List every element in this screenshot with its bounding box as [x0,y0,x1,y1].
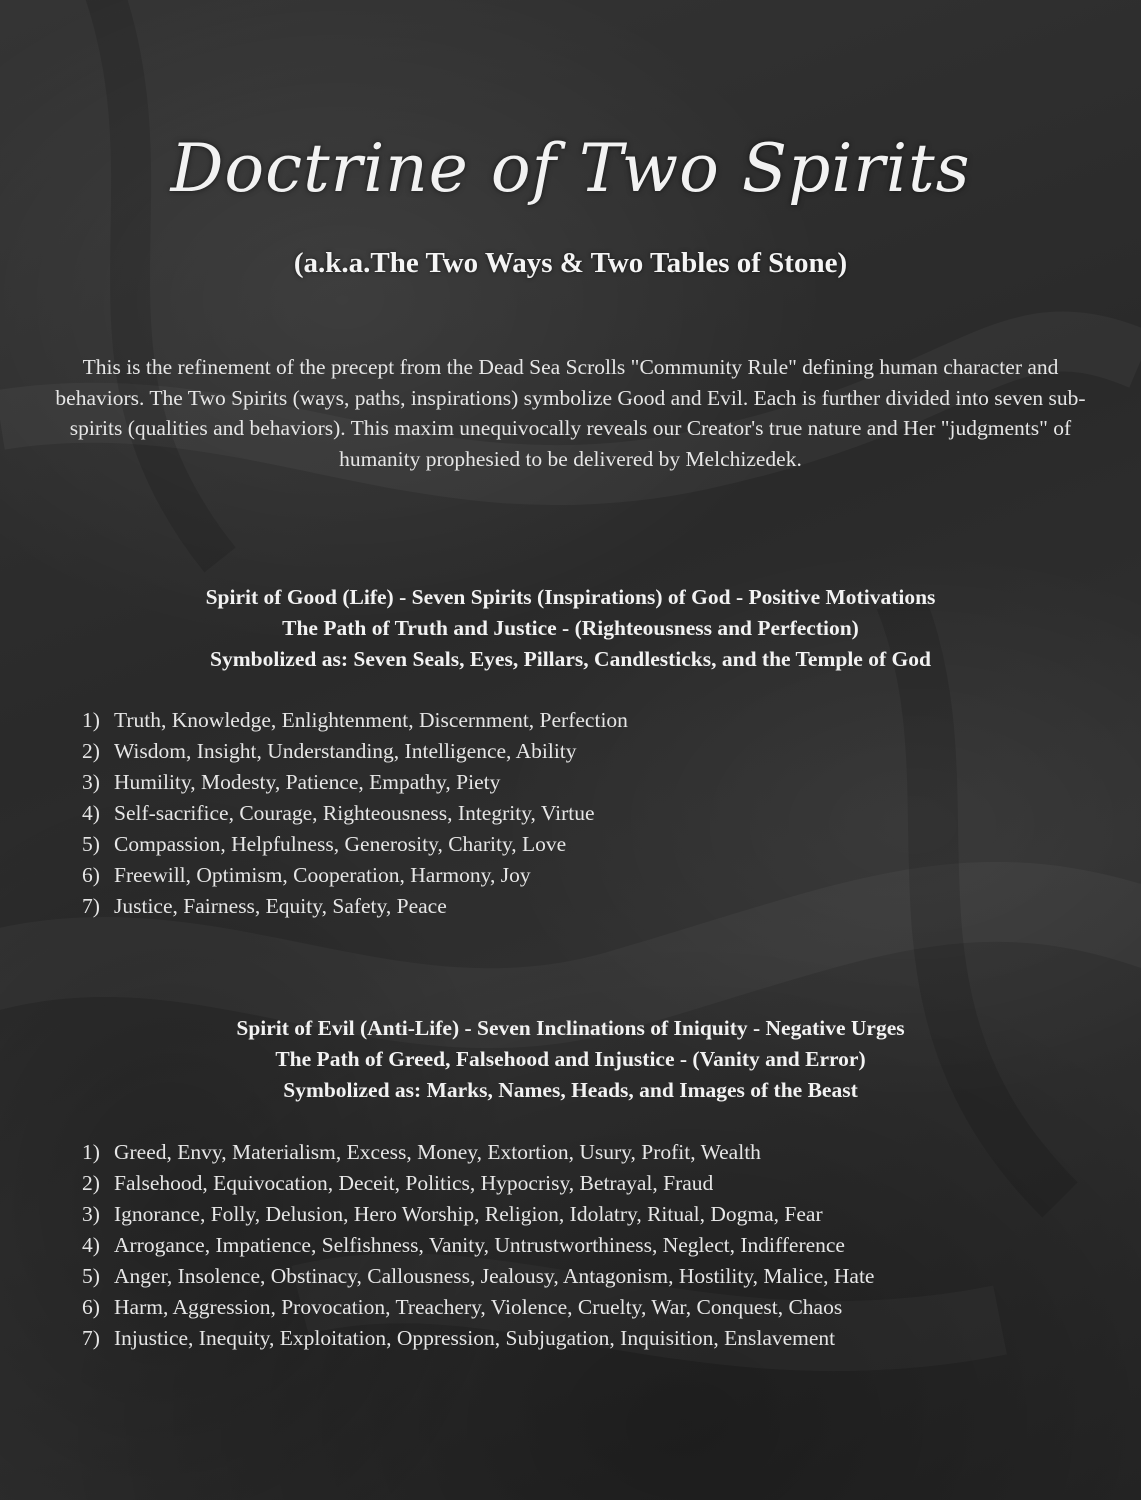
evil-heading-line: The Path of Greed, Falsehood and Injustice - (Vanity and Error) [275,1047,866,1071]
list-item [82,767,628,798]
page-title: Doctrine of Two Spirits [170,130,971,207]
item-text: Anger, Insolence, Obstinacy, Callousness, Jealousy, Antagonism, Hostility, Malice, Hate [114,1264,875,1288]
good-heading-line: Symbolized as: Seven Seals, Eyes, Pillars, Candlesticks, and the Temple of God [210,647,931,671]
good-spirit-heading [0,582,1141,675]
item-text: Greed, Envy, Materialism, Excess, Money, Extortion, Usury, Profit, Wealth [114,1140,761,1164]
good-heading-line: Spirit of Good (Life) - Seven Spirits (Inspirations) of God - Positive Motivations [205,585,936,609]
list-item [82,736,628,767]
item-text: Justice, Fairness, Equity, Safety, Peace [114,894,447,918]
item-text: Humility, Modesty, Patience, Empathy, Piety [114,770,501,794]
item-text: Ignorance, Folly, Delusion, Hero Worship, Religion, Idolatry, Ritual, Dogma, Fear [114,1202,823,1226]
item-text: Truth, Knowledge, Enlightenment, Discernment, Perfection [114,708,628,732]
evil-heading-line: Symbolized as: Marks, Names, Heads, and Images of the Beast [283,1078,858,1102]
item-text: Freewill, Optimism, Cooperation, Harmony, Joy [114,863,531,887]
item-number: 1) [82,1140,100,1164]
list-item [82,1261,874,1292]
good-spirit-list [82,705,628,922]
item-number: 3) [82,770,100,794]
intro-paragraph: This is the refinement of the precept from the Dead Sea Scrolls "Community Rule" defining human character and behaviors. The Two Spirits (ways, paths, inspirations) symbolize Good and Evil. Each is further divided into seven sub-spirits (qualities and behaviors). This maxim unequivocally reveals our Creator's true nature and Her "judgments" of humanity prophesied to be delivered by Melchizedek. [55,355,1086,471]
item-text: Self-sacrifice, Courage, Righteousness, Integrity, Virtue [114,801,595,825]
list-item [82,1323,874,1354]
list-item [82,860,628,891]
list-item [82,1168,874,1199]
list-item [82,798,628,829]
list-item [82,1230,874,1261]
item-text: Wisdom, Insight, Understanding, Intelligence, Ability [114,739,577,763]
item-number: 3) [82,1202,100,1226]
item-text: Harm, Aggression, Provocation, Treachery, Violence, Cruelty, War, Conquest, Chaos [114,1295,843,1319]
evil-spirit-list [82,1137,874,1354]
list-item [82,1199,874,1230]
item-text: Compassion, Helpfulness, Generosity, Charity, Love [114,832,567,856]
item-number: 7) [82,1326,100,1350]
list-item [82,1292,874,1323]
item-number: 5) [82,832,100,856]
list-item [82,891,628,922]
item-number: 6) [82,1295,100,1319]
item-text: Falsehood, Equivocation, Deceit, Politics, Hypocrisy, Betrayal, Fraud [114,1171,714,1195]
evil-spirit-heading [0,1013,1141,1106]
item-number: 6) [82,863,100,887]
good-heading-line: The Path of Truth and Justice - (Righteousness and Perfection) [282,616,859,640]
item-number: 2) [82,739,100,763]
item-text: Arrogance, Impatience, Selfishness, Vanity, Untrustworthiness, Neglect, Indifference [114,1233,845,1257]
list-item [82,1137,874,1168]
list-item [82,705,628,736]
item-number: 7) [82,894,100,918]
page-subtitle: (a.k.a.The Two Ways & Two Tables of Stone) [293,247,848,279]
item-text: Injustice, Inequity, Exploitation, Oppression, Subjugation, Inquisition, Enslavement [114,1326,836,1350]
item-number: 2) [82,1171,100,1195]
item-number: 1) [82,708,100,732]
list-item [82,829,628,860]
item-number: 4) [82,801,100,825]
evil-heading-line: Spirit of Evil (Anti-Life) - Seven Inclinations of Iniquity - Negative Urges [236,1016,905,1040]
item-number: 5) [82,1264,100,1288]
item-number: 4) [82,1233,100,1257]
